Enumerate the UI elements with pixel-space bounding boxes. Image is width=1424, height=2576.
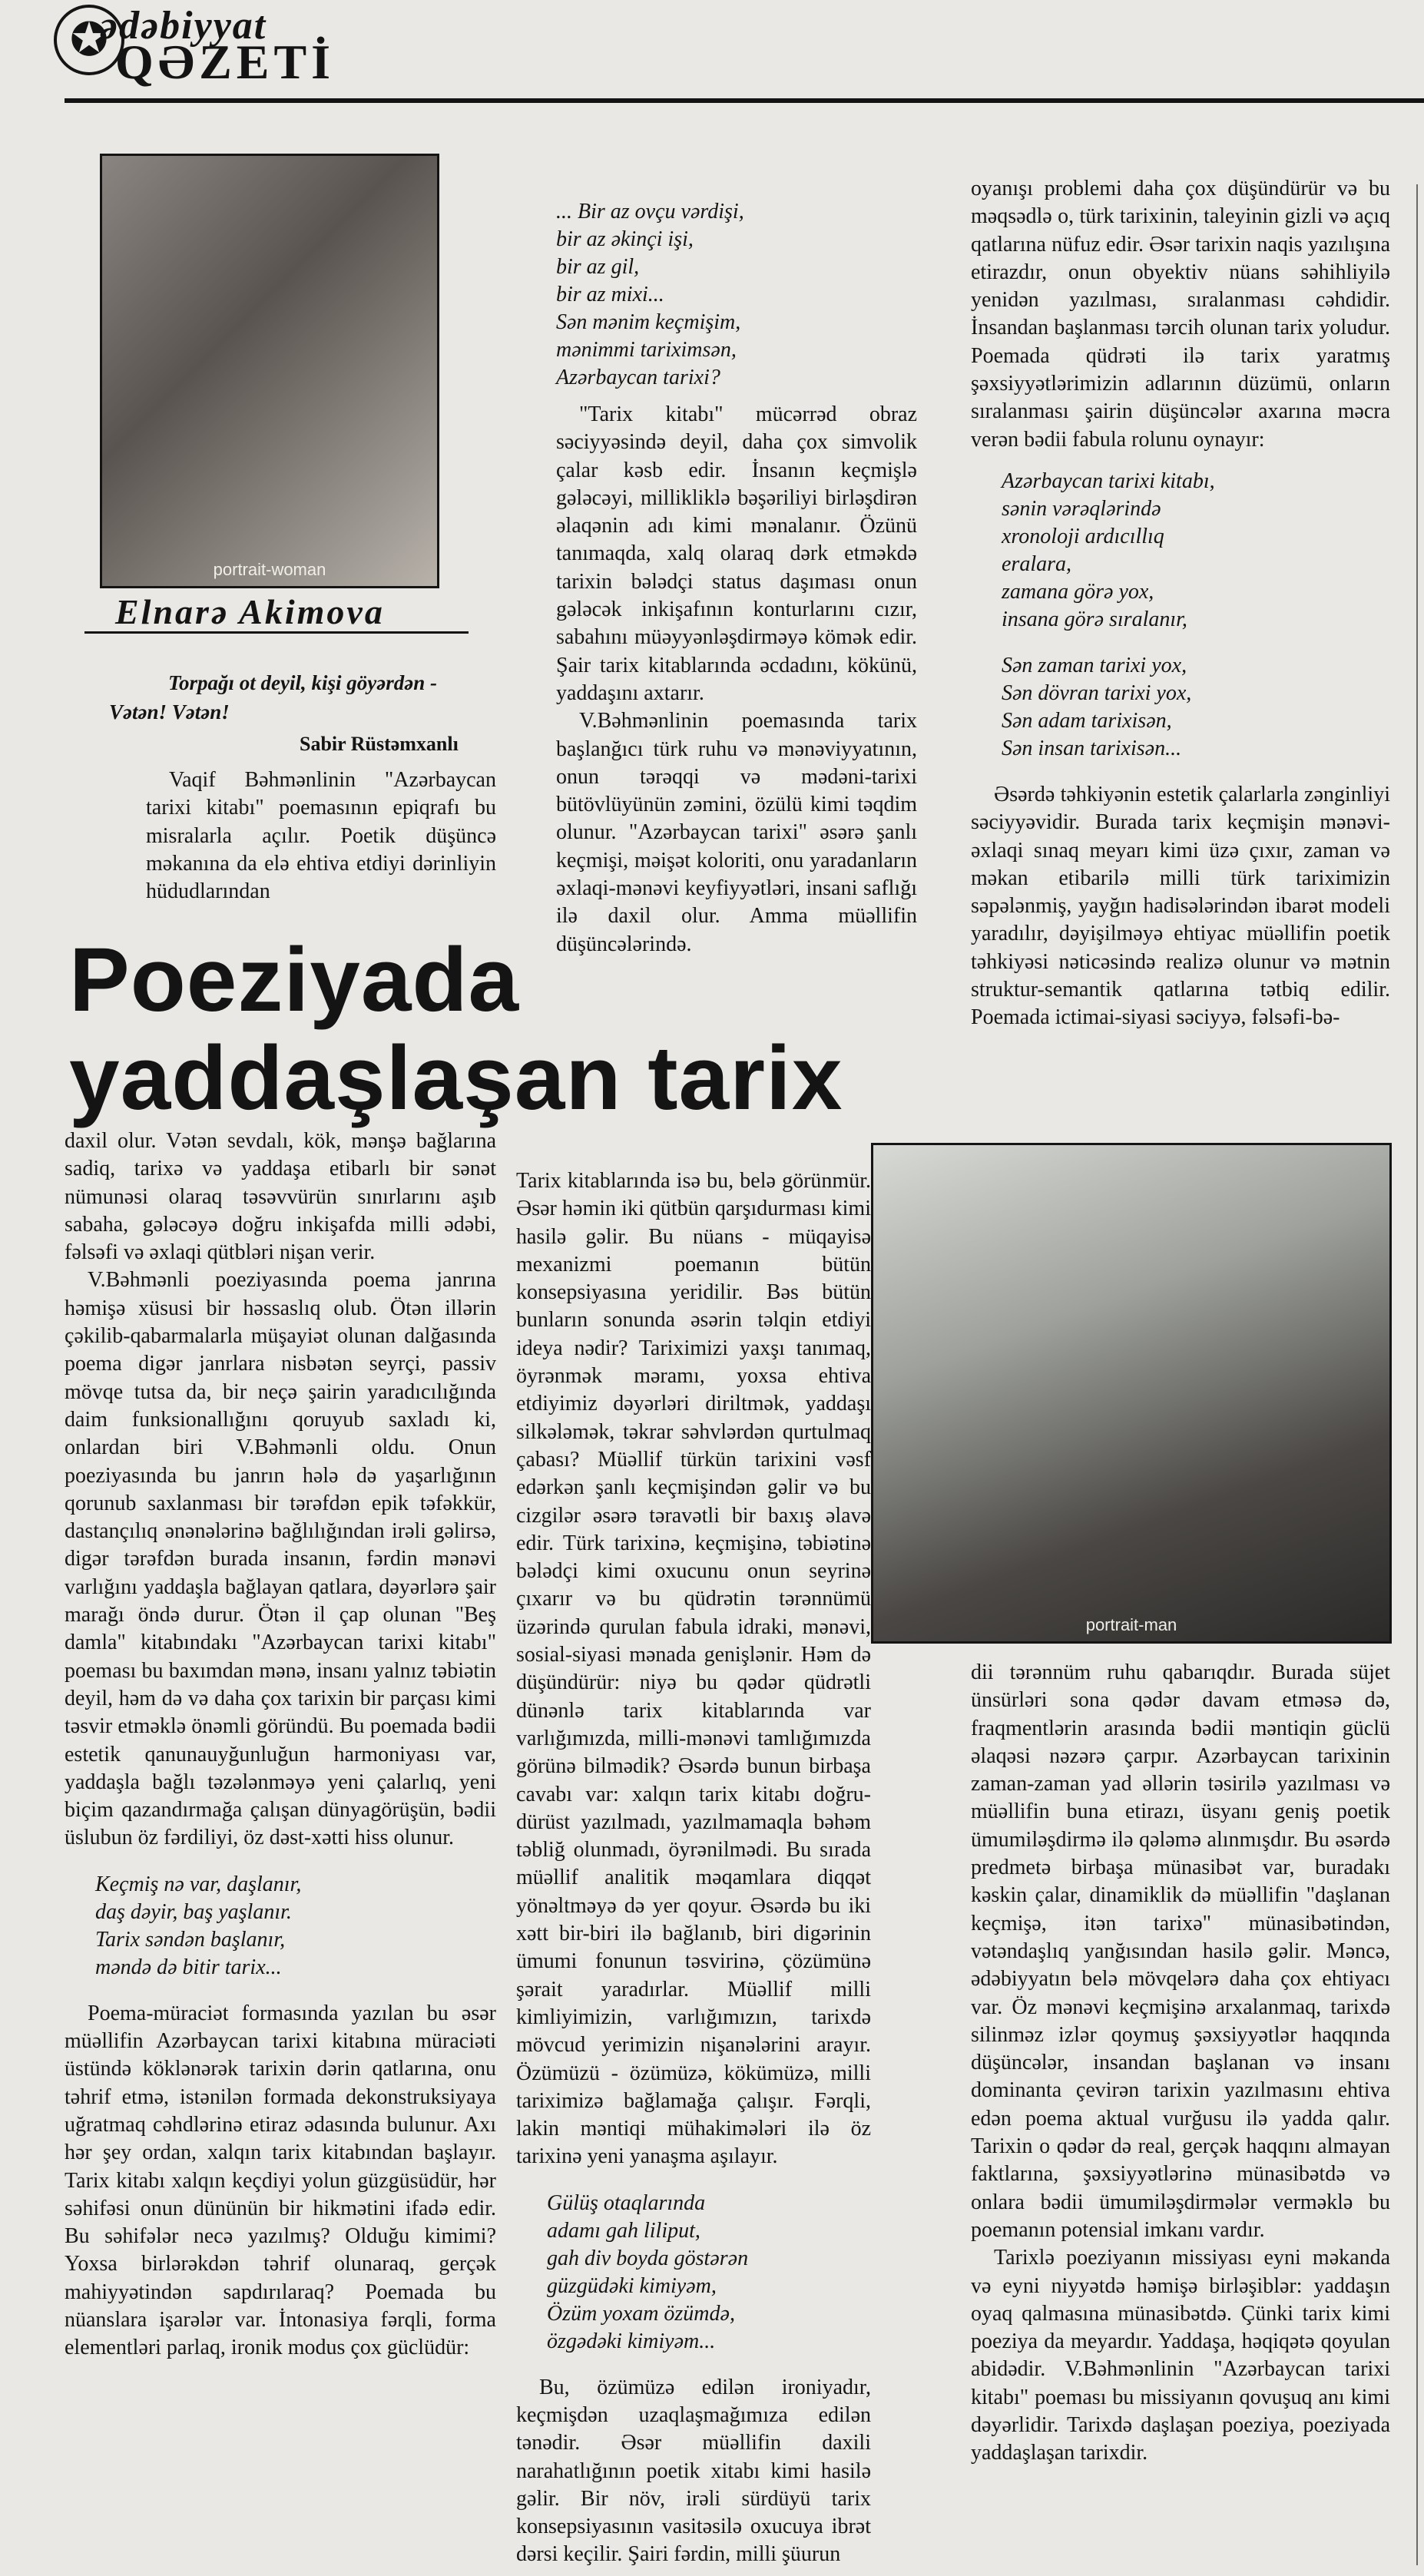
paragraph: oyanışı problemi daha çox düşündürür və bu məqsədlə o, türk tarixinin, taleyinin gizli və açıq qatlarına nüfuz edir. Əsər tarixin naqis yazılışına etirazdır, onun obyektiv nüans səhihliyilə yenidən yazılması, sıralanması cəhdidir. İnsandan başlanması tərcih olunan tarix yoludur. Poemada qüdrəti ilə tarix yaratmış şəxsiyyətlərimizin adlarının düzümü, onların sıralanması şairin düşüncələr axarına məcra verən bədii fabula rolunu oynayır: <box>971 177 1390 452</box>
article-title <box>69 931 843 1127</box>
verse-line: Sən zaman tarixi yox, <box>1002 653 1187 677</box>
title-line: Poeziyada <box>69 929 520 1031</box>
verse-line: Azərbaycan tarixi kitabı, <box>1002 469 1215 493</box>
paragraph: V.Bəhmənlinin poemasında tarix başlanğıcı türk ruhu və mənəviyyatının, onun tərəqqi və mədəni-tarixi bütövlüyünün zəmini, özülü kimi təqdim olunur. "Azərbaycan tarixi" əsərə şanlı keçmişi, məişət koloriti, onu yaradanların əxlaqi-mənəvi keyfiyyətləri, insani saflığı ilə daxil olur. Amma müəllifin düşüncələrində. <box>556 709 917 956</box>
verse-line: bir az gil, <box>556 255 640 279</box>
paragraph: Vaqif Bəhmənlinin "Azərbaycan tarixi kitabı" poemasının epiqrafı bu misralarla açılır. Poetik düşüncə məkanına da elə ehtiva etdiyi dərinliyin hüdudlarından <box>146 768 496 904</box>
column-2-top <box>556 198 917 959</box>
verse-block <box>971 468 1390 634</box>
epigraph-author: Sabir Rüstəmxanlı <box>300 733 459 755</box>
masthead-top: ədəbiyyat <box>100 4 267 48</box>
verse-block <box>516 2190 871 2356</box>
verse-line: özgədəki kimiyəm... <box>547 2329 716 2353</box>
verse-line: Sən dövran tarixi yox, <box>1002 680 1192 705</box>
verse-line: daş dəyir, baş yaşlanır. <box>95 1899 292 1924</box>
verse-line: bir az əkinçi işi, <box>556 227 694 251</box>
verse-line: Özüm yoxam özümdə, <box>547 2301 735 2326</box>
verse-line: Sən mənim keçmişim, <box>556 310 741 334</box>
paragraph: Tarix kitablarında isə bu, belə görünmür. Əsər həmin iki qütbün qarşıdurması kimi hasilə gəlir. Bu nüans - müqayisə mexanizmi poemanın bütün konsepsiyasına yeridilir. Bəs bütün bunların sonunda əsərin təlqin etdiyi ideya nədir? Tariximizi yaxşı tanımaq, öyrənmək məramı, yoxsa ehtiva etdiyimiz dəyərləri diriltmək, yaddaşı silkələmək, təkrar səhvlərdən qurtulmaq çabası? Müəllif türkün tarixini vəsf edərkən şanlı keçmişindən gəlir və bu cizgilər əsərə təravətli bir baxış əlavə edir. Türk tarixinə, keçmişinə, təbiətinə bələdçi kimi oxucunu onun seyrinə çıxarır və bu qüdrətin tərənnümü üzərində qurulan fabula idraki, mənəvi, sosial-siyasi mənada genişlənir. Həm də düşündürür: niyə bu qədər qüdrətli dünənlə tarix kitablarında var varlığımızda, milli-mənəvi tamlığımızda görünə bilmədik? Əsərdə bunun birbaşa cavabı var: xalqın tarix kitabı doğru-dürüst yazılmadı, yazılmamaqla bəhəm təbliğ olunmadı, öyrənilmədi. Bu sırada müəllif analitik məqamlara diqqət yönəltməyə də yer qoyur. Əsərdə bu iki xətt bir-biri ilə bağlanıb, biri digərinin ümumi fonunun təsvirinə, çözümünə şərait yaradırlar. Müəllif milli kimliyimizin, varlığımızın, tarixdə mövcud yerimizin nişanələrini arayır. Özümüzü - özümüzə, kökümüzə, milli tariximizə bağlamağa çalışır. Fərqli, lakin məntiqi mühakimələri ilə öz tarixinə yeni yanaşma aşılayır. <box>516 1169 871 2169</box>
paragraph: dii tərənnüm ruhu qabarıqdır. Burada süjet ünsürləri sona qədər davam etməsə də, fraqmentlərin arasında bədii məntiqin güclü əlaqəsi nəzərə çarpır. Azərbaycan tarixinin zaman-zaman yad əllərin təsirilə yazılması və müəllifin buna etirazı, üsyanı geniş poetik ümumiləşdirmə ilə qələmə alınmışdır. Bu əsərdə predmetə birbaşa münasibət var, buradakı kəskin çalar, dinamiklik də müəllifin "daşlanan keçmişə, itən tarixə" münasibətindən, vətəndaşlıq yanğısından hasilə gəlir. Məncə, ədəbiyyatın belə mövqelərə daha çox ehtiyacı var. Öz mənəvi keçmişinə arxalanmaq, tarixdə silinməz izlər qoymuş şəxsiyyətlər haqqında düşüncələr, insandan başlanan və insanı dominanta çevirən tarixin yazılmasını ehtiva edən poema aktual vurğusu ilə yadda qalır. Tarixin o qədər də real, gerçək haqqını almayan faktlarına, şəxsiyyətlərinə münasibətdə və onlara bədii ümumiləşdirmələr verməklə bu poemanın potensial imkanı vardır. <box>971 1660 1390 2242</box>
column-3 <box>971 1659 1390 2468</box>
verse-line: sənin vərəqlərində <box>1002 496 1161 521</box>
verse-line: Sən adam tarixisən, <box>1002 708 1172 733</box>
verse-line: ... Bir az ovçu vərdişi, <box>556 200 744 223</box>
verse-line: Sən insan tarixisən... <box>1002 736 1182 760</box>
masthead-emblem-icon: ✪ <box>54 5 124 75</box>
verse-line: gah div boyda göstərən <box>547 2246 749 2270</box>
verse-line: eralara, <box>1002 551 1071 576</box>
epigraph-line: Vətən! Vətən! <box>109 700 230 723</box>
verse-line: xronoloji ardıcıllıq <box>1002 524 1164 548</box>
verse-line: Keçmiş nə var, daşlanır, <box>95 1872 302 1896</box>
column-2 <box>516 1167 871 2569</box>
author-name: Elnarə Akimova <box>115 592 385 631</box>
verse-line: məndə də bitir tarix... <box>95 1955 282 1979</box>
verse-block <box>556 198 917 392</box>
subject-photo <box>871 1143 1392 1644</box>
verse-line: bir az mixi... <box>556 283 664 306</box>
epigraph <box>103 668 502 727</box>
paragraph: Əsərdə təhkiyənin estetik çalarlarla zənginliyi səciyyəvidir. Burada tarix keçmişin mənəvi-əxlaqi sınaq meyarı kimi üzə çıxır, zaman və məkan etibarilə milli türk tariximizin səpələnmiş, yayğın hadisələrindən ibarət modeli yaradılır, dəyişilməyə ehtiyac müəllifin poetik təhkiyəsi nəticəsində realizə olunur və mətnin struktur-semantik qatlarına tətbiq edilir. Poemada ictimai-siyasi səciyyə, fəlsəfi-bə- <box>971 782 1390 1030</box>
verse-line: güzgüdəki kimiyəm, <box>547 2273 717 2298</box>
author-photo <box>100 154 439 588</box>
verse-line: Tarix səndən başlanır, <box>95 1927 286 1952</box>
paragraph: Tarixlə poeziyanın missiyası eyni məkanda və eyni niyyətdə həmişə birləşiblər: yaddaşın oyaq qalmasına münasibətdə. Çünki tarix kimi poeziya da meyardır. Yaddaşa, həqiqətə qoyulan abidədir. V.Bəhmənlinin "Azərbaycan tarixi kitabı" poeması bu missiyanın qovuşuq anı kimi dəyərlidir. Tarixdə daşlaşan poeziya, poeziyada yaddaşlaşan tarixdir. <box>971 2246 1390 2465</box>
epigraph-line: Torpağı ot deyil, kişi göyərdən - <box>168 671 437 694</box>
paragraph: "Tarix kitabı" mücərrəd obraz səciyyəsində deyil, daha çox simvolik çalar kəsb edir. İnsanın keçmişlə gələcəyi, millikliklə bəşəriliyi birləşdirən əlaqənin adı kimi mənalanır. Özünü tanımaqda, xalq olaraq dərk etməkdə tarixin bələdçi status daşıması onun gələcək inkişafının konturlarını cızır, sabahını müəyyənləşdirməyə kömək edir. Şair tarix kitablarında əcdadını, kökünü, yaddaşını axtarır. <box>556 402 917 705</box>
verse-line: zamana görə yox, <box>1002 579 1154 604</box>
verse-line: insana görə sıralanır, <box>1002 607 1187 631</box>
verse-block <box>971 652 1390 763</box>
column-3-top <box>971 175 1390 1032</box>
verse-line: Azərbaycan tarixi? <box>556 366 720 389</box>
author-photo-label: portrait-woman <box>213 560 326 579</box>
verse-line: adamı gah liliput, <box>547 2218 700 2243</box>
author-rule <box>84 631 469 634</box>
verse-block <box>65 1871 496 1982</box>
masthead-bottom: QƏZETİ <box>115 35 336 89</box>
paragraph: V.Bəhmənli poeziyasında poema janrına həmişə xüsusi bir həssaslıq olub. Ötən illərin çəkilib-qabarmalarla müşayiət olunan dalğasında poema digər janrlara nisbətən seyrçi, passiv mövqe tutsa da, bir neçə şairin yaradıcılığında daim funksionallığını qoruyub saxladı ki, onlardan biri V.Bəhmənli oldu. Onun poeziyasında bu janrın hələ də yaşarlığının qorunub saxlanması bir tərəfdən epik təfəkkür, dastançılıq ənənələrinə bağlılığından irəli gəlirsə, digər tərəfdən burada insanın, fərdin mənəvi varlığını yaddaşla bağlayan qatlara, dəyərlərə şair marağı öndə durur. Ötən il çap olunan "Beş damla" kitabındakı "Azərbaycan tarixi kitabı" poeması bu baxımdan mənə, insanı yalnız təbiətin deyil, həm də və daha çox tarixin bir parçası kimi təsvir etməklə önəmli göründü. Bu poemada bədii estetik qanunauyğunluğun harmoniyası var, yaddaşla bağlı təzələnməyə yeni çalarlıq, yeni biçim qazandırmağa çalışan dünyagörüşün, bədii üslubun öz fərdiliyi, öz dəst-xətti hiss olunur. <box>65 1268 496 1850</box>
verse-line: mənimmi tariximsən, <box>556 338 737 362</box>
column-1-top <box>146 767 496 906</box>
masthead-rule <box>65 98 1424 103</box>
column-1 <box>65 1127 496 2362</box>
column-divider <box>1416 184 1418 2565</box>
paragraph: Poema-müraciət formasında yazılan bu əsər müəllifin Azərbaycan tarixi kitabına müraciəti üstündə köklənərək tarixin dərin qatlarına, onu təhrif etmə, istənilən formada dekonstruksiyaya uğratmaq cəhdlərinə etiraz ədasında bulunur. Axı hər şey ordan, xalqın tarix kitabından başlayır. Tarix kitabı xalqın keçdiyi yolun güzgüsüdür, hər səhifəsi onun dününün bir hikmətini ifadə edir. Bu səhifələr necə yazılmış? Olduğu kimimi? Yoxsa birlərəkdən təhrif olunaraq, gerçək mahiyyətindən sapdırılaraq? Poemada bu nüanslara işarələr var. İntonasiya fərqli, forma elementləri parlaq, ironik modus çox güclüdür: <box>65 2001 496 2360</box>
paragraph: daxil olur. Vətən sevdalı, kök, mənşə bağlarına sadiq, tarixə və yaddaşa etibarlı bir sənət nümunəsi olaraq təsəvvürün sınırlarını aşıb sabaha, gələcəyə doğru inkişafda milli ədəbi, fəlsəfi və əxlaqi qütbləri nişan verir. <box>65 1129 496 1265</box>
title-line: yaddaşlaşan tarix <box>69 1028 843 1129</box>
paragraph: Bu, özümüzə edilən ironiyadır, keçmişdən uzaqlaşmağımıza edilən tənədir. Əsər müəllifin daxili narahatlığının poetik xitabı kimi hasilə gəlir. Bir növ, irəli sürdüyü tarix konsepsiyasının vasitəsilə oxucuya ibrət dərsi keçilir. Şairi fərdin, milli şüurun <box>516 2375 871 2567</box>
verse-line: Gülüş otaqlarında <box>547 2190 706 2215</box>
subject-photo-label: portrait-man <box>1085 1615 1177 1634</box>
